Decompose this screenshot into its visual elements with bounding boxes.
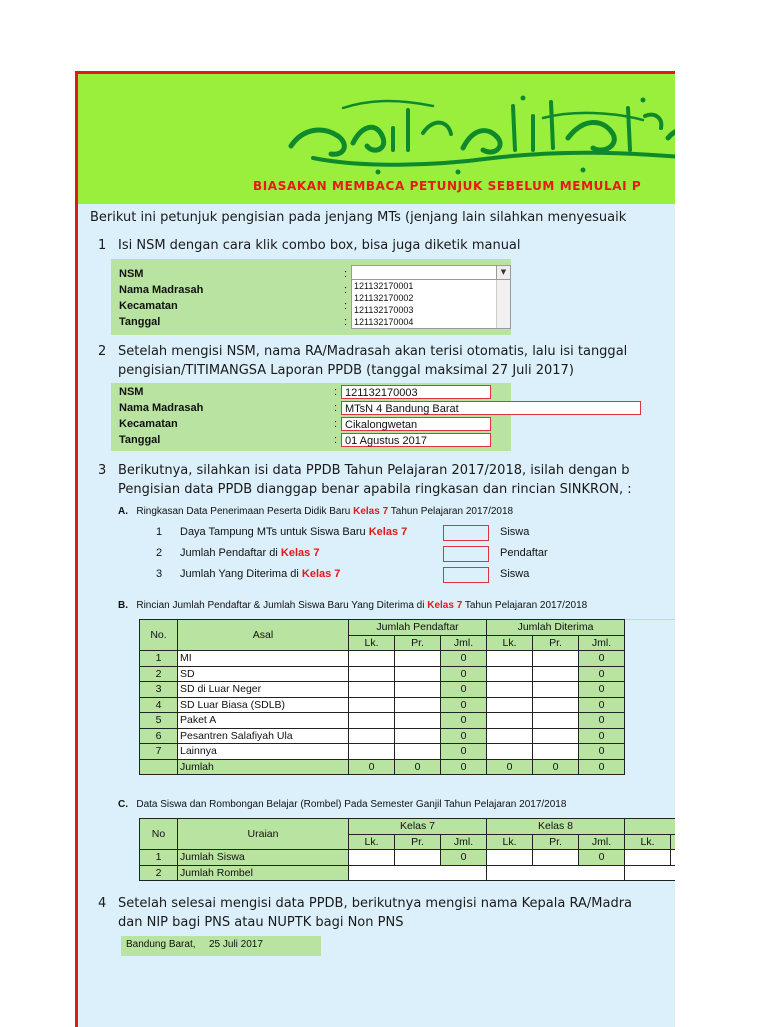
colon: : bbox=[334, 386, 338, 398]
table-row: 2 SD 0 0 bbox=[140, 666, 676, 682]
chevron-down-icon[interactable]: ▼ bbox=[496, 266, 510, 279]
section-a-title: A. Ringkasan Data Penerimaan Peserta Didik Baru Kelas 7 Tahun Pelajaran 2017/2018 bbox=[118, 506, 514, 517]
summary-row-number: 3 bbox=[156, 568, 163, 580]
applicants-input[interactable] bbox=[443, 546, 489, 562]
header-kelas-8: Kelas 8 bbox=[487, 819, 625, 835]
spreadsheet-sheet bbox=[75, 71, 675, 1027]
dropdown-option[interactable]: 121132170001 bbox=[354, 281, 414, 291]
date-field[interactable]: 01 Agustus 2017 bbox=[341, 433, 491, 447]
field-label: Tanggal bbox=[119, 316, 161, 328]
step-number: 1 bbox=[98, 238, 107, 253]
colon: : bbox=[344, 316, 348, 328]
header-jumlah-pendaftar: Jumlah Pendaftar bbox=[349, 620, 487, 636]
step-text: Setelah mengisi NSM, nama RA/Madrasah akan terisi otomatis, lalu isi tanggal bbox=[118, 344, 628, 359]
signature-panel bbox=[121, 936, 321, 956]
signature-date: 25 Juli 2017 bbox=[209, 939, 263, 950]
summary-row-label: Jumlah Pendaftar di Kelas 7 bbox=[180, 547, 320, 559]
madrasah-name-field[interactable]: MTsN 4 Bandung Barat bbox=[341, 401, 641, 415]
dropdown-option[interactable]: 121132170003 bbox=[354, 305, 414, 315]
field-label: Tanggal bbox=[119, 434, 161, 446]
step-text: pengisian/TITIMANGSA Laporan PPDB (tanggal maksimal 27 Juli 2017) bbox=[118, 363, 574, 378]
section-letter: B. bbox=[118, 600, 128, 611]
summary-row-number: 1 bbox=[156, 526, 163, 538]
field-label: NSM bbox=[119, 268, 144, 280]
header-lk: Lk. bbox=[349, 635, 395, 651]
header-jumlah-diterima: Jumlah Diterima bbox=[487, 620, 625, 636]
accepted-input[interactable] bbox=[443, 567, 489, 583]
header-asal: Asal bbox=[178, 620, 349, 651]
nsm-form-panel bbox=[111, 259, 511, 335]
summary-row-label: Jumlah Yang Diterima di Kelas 7 bbox=[180, 568, 341, 580]
header-no: No. bbox=[140, 620, 178, 651]
nsm-dropdown-list[interactable] bbox=[351, 279, 511, 329]
section-c-title: C. Data Siswa dan Rombongan Belajar (Rombel) Pada Semester Ganjil Tahun Pelajaran 2017/2018 bbox=[118, 799, 567, 810]
header-jml: Jml. bbox=[579, 635, 625, 651]
header-pr: Pr. bbox=[395, 635, 441, 651]
summary-row-unit: Siswa bbox=[500, 526, 530, 538]
header-jml: Jml. bbox=[441, 635, 487, 651]
section-letter: A. bbox=[118, 506, 128, 517]
field-label: NSM bbox=[119, 386, 144, 398]
section-b-title: B. Rincian Jumlah Pendaftar & Jumlah Siswa Baru Yang Diterima di Kelas 7 Tahun Pelajaran 2017/2018 bbox=[118, 600, 588, 611]
header-no: No bbox=[140, 819, 178, 850]
colon: : bbox=[334, 402, 338, 414]
dropdown-option[interactable]: 121132170002 bbox=[354, 293, 414, 303]
dropdown-option[interactable]: 121132170004 bbox=[354, 317, 414, 327]
header-kelas-7: Kelas 7 bbox=[349, 819, 487, 835]
header-banner bbox=[78, 74, 675, 204]
step-number: 4 bbox=[98, 896, 107, 911]
step-text: dan NIP bagi PNS atau NUPTK bagi Non PNS bbox=[118, 915, 404, 930]
table-row: 6 Pesantren Salafiyah Ula 0 0 bbox=[140, 728, 676, 744]
field-label: Kecamatan bbox=[119, 300, 178, 312]
colon: : bbox=[344, 268, 348, 280]
summary-row-unit: Siswa bbox=[500, 568, 530, 580]
header-pr: Pr. bbox=[533, 635, 579, 651]
warning-heading: BIASAKAN MEMBACA PETUNJUK SEBELUM MEMULAI P bbox=[253, 179, 642, 193]
header-uraian: Uraian bbox=[178, 819, 349, 850]
nsm-field[interactable]: 121132170003 bbox=[341, 385, 491, 399]
kecamatan-field[interactable]: Cikalongwetan bbox=[341, 417, 491, 431]
capacity-input[interactable] bbox=[443, 525, 489, 541]
signature-place: Bandung Barat, bbox=[126, 939, 196, 950]
table-row: 1 MI 0 0 bbox=[140, 651, 676, 667]
step-text: Setelah selesai mengisi data PPDB, berikutnya mengisi nama Kepala RA/Madra bbox=[118, 896, 633, 911]
summary-row-number: 2 bbox=[156, 547, 163, 559]
colon: : bbox=[344, 284, 348, 296]
summary-row-label: Daya Tampung MTs untuk Siswa Baru Kelas 7 bbox=[180, 526, 408, 538]
colon: : bbox=[344, 300, 348, 312]
step-number: 3 bbox=[98, 463, 107, 478]
rombel-table: No Uraian Kelas 7 Kelas 8 Lk. Pr. Jml. Lk. Pr. Jml. Lk. 1 Jumlah Siswa 0 0 2 Jumlah Rombel bbox=[139, 818, 675, 881]
table-row: 3 SD di Luar Neger 0 0 bbox=[140, 682, 676, 698]
step-text: Pengisian data PPDB dianggap benar apabila ringkasan dan rincian SINKRON, : bbox=[118, 482, 632, 497]
table-row: 1 Jumlah Siswa 0 0 bbox=[140, 850, 676, 866]
step-text: Berikutnya, silahkan isi data PPDB Tahun Pelajaran 2017/2018, isilah dengan b bbox=[118, 463, 630, 478]
nsm-combo-box[interactable] bbox=[351, 265, 511, 280]
applicant-detail-table bbox=[139, 619, 675, 775]
table-row: 4 SD Luar Biasa (SDLB) 0 0 bbox=[140, 697, 676, 713]
intro-text: Berikut ini petunjuk pengisian pada jenjang MTs (jenjang lain silahkan menyesuaik bbox=[90, 210, 627, 225]
filled-form-panel bbox=[111, 383, 511, 451]
summary-row-unit: Pendaftar bbox=[500, 547, 548, 559]
table-row: 7 Lainnya 0 0 bbox=[140, 744, 676, 760]
section-letter: C. bbox=[118, 799, 128, 810]
colon: : bbox=[334, 434, 338, 446]
table-total-row: Jumlah 0 0 0 0 0 0 bbox=[140, 759, 676, 775]
colon: : bbox=[334, 418, 338, 430]
step-text: Isi NSM dengan cara klik combo box, bisa juga diketik manual bbox=[118, 238, 521, 253]
dropdown-scrollbar[interactable] bbox=[496, 280, 510, 328]
field-label: Nama Madrasah bbox=[119, 402, 204, 414]
header-lk: Lk. bbox=[487, 635, 533, 651]
table-row: 2 Jumlah Rombel bbox=[140, 865, 676, 881]
table-row: 5 Paket A 0 0 bbox=[140, 713, 676, 729]
step-number: 2 bbox=[98, 344, 107, 359]
field-label: Nama Madrasah bbox=[119, 284, 204, 296]
field-label: Kecamatan bbox=[119, 418, 178, 430]
basmalah-calligraphy-icon bbox=[283, 88, 675, 180]
